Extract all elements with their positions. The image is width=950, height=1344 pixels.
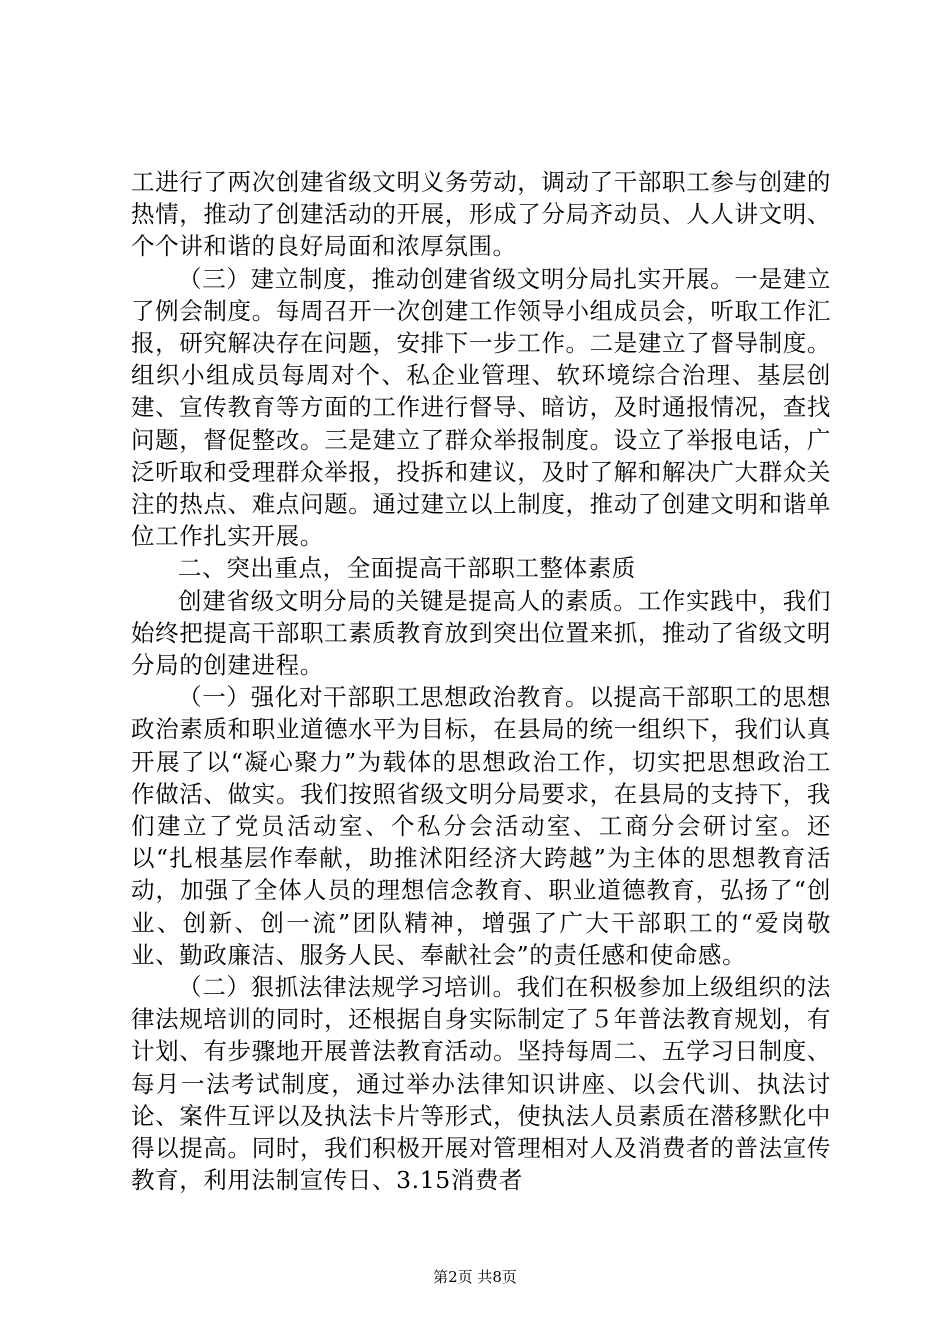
- page-number-label: 第2页 共8页: [433, 1268, 517, 1286]
- heading-section-2: 二、突出重点，全面提高干部职工整体素质: [178, 554, 636, 583]
- paragraph-continuation: 工进行了两次创建省级文明义务劳动，调动了干部职工参与创建的热情，推动了创建活动的开展，形成了分局齐动员、人人讲文明、个个讲和谐的良好局面和浓厚氛围。: [131, 168, 831, 261]
- paragraph-subsection-1: （一）强化对干部职工思想政治教育。以提高干部职工的思想政治素质和职业道德水平为目标，在县局的统一组织下，我们认真开展了以“凝心聚力”为载体的思想政治工作，切实把思想政治工作做活、做实。我们按照省级文明分局要求，在县局的支持下，我们建立了党员活动室、个私分会活动室、工商分会研讨室。还以“扎根基层作奉献，助推沭阳经济大跨越”为主体的思想教育活动，加强了全体人员的理想信念教育、职业道德教育，弘扬了“创业、创新、创一流”团队精神，增强了广大干部职工的“爱岗敬业、勤政廉洁、服务人民、奉献社会”的责任感和使命感。: [131, 683, 831, 969]
- page-footer: [0, 1267, 950, 1287]
- paragraph-section-2-intro: 创建省级文明分局的关键是提高人的素质。工作实践中，我们始终把提高干部职工素质教育放到突出位置来抓，推动了省级文明分局的创建进程。: [131, 586, 831, 680]
- paragraph-subsection-2: （二）狠抓法律法规学习培训。我们在积极参加上级组织的法律法规培训的同时，还根据自身实际制定了５年普法教育规划，有计划、有步骤地开展普法教育活动。坚持每周二、五学习日制度、每月一法考试制度，通过举办法律知识讲座、以会代训、执法讨论、案件互评以及执法卡片等形式，使执法人员素质在潜移默化中得以提高。同时，我们积极开展对管理相对人及消费者的普法宣传教育，利用法制宣传日、3.15消费者: [131, 973, 831, 1195]
- document-body: [131, 166, 831, 1197]
- paragraph-section-3: （三）建立制度，推动创建省级文明分局扎实开展。一是建立了例会制度。每周召开一次创建工作领导小组成员会，听取工作汇报，研究解决存在问题，安排下一步工作。二是建立了督导制度。组织小组成员每周对个、私企业管理、软环境综合治理、基层创建、宣传教育等方面的工作进行督导、暗访，及时通报情况，查找问题，督促整改。三是建立了群众举报制度。设立了举报电话，广泛听取和受理群众举报，投拆和建议，及时了解和解决广大群众关注的热点、难点问题。通过建立以上制度，推动了创建文明和谐单位工作扎实开展。: [131, 264, 831, 551]
